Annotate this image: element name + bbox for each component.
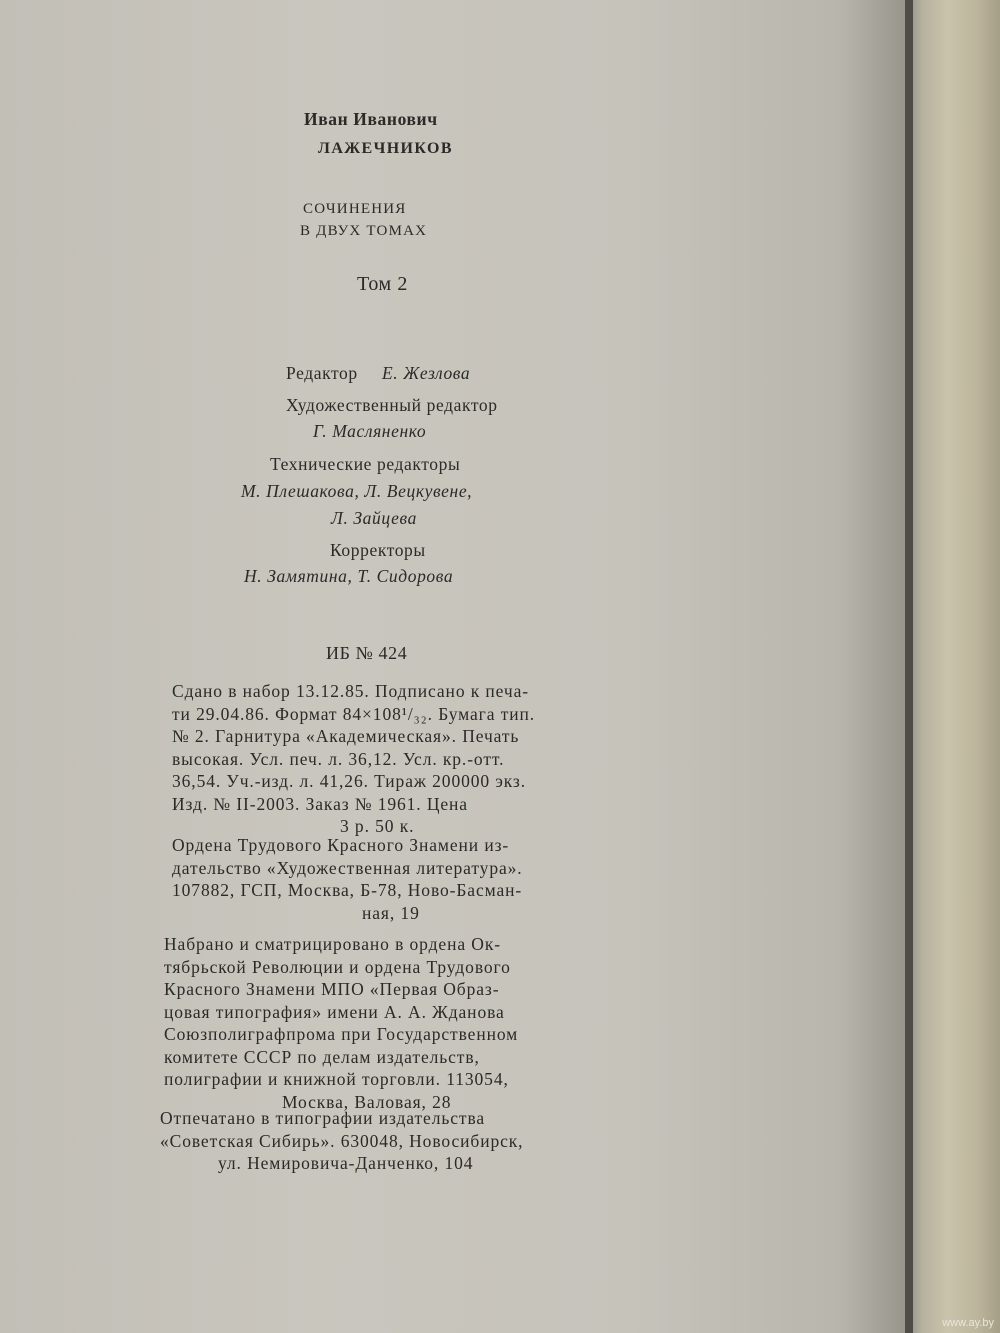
print-info-line: 36,54. Уч.-изд. л. 41,26. Тираж 200000 экз. [172,771,526,791]
editor-name: Е. Жезлова [382,363,471,383]
publisher-block [172,834,523,924]
typesetting-line: тябрьской Революции и ордена Трудового [164,956,511,977]
watermark: www.ay.by [942,1317,994,1329]
ib-number: ИБ № 424 [326,643,408,663]
typesetting-line: полиграфии и книжной торговли. 113054, [164,1069,509,1089]
typesetting-line: Набрано и сматрицировано в ордена Ок- [164,934,501,954]
publisher-line: Ордена Трудового Красного Знамени из- [172,835,510,855]
print-info-line: № 2. Гарнитура «Академическая». Печать [172,726,520,746]
book-page-edge [905,0,1000,1333]
publisher-line: 107882, ГСП, Москва, Б-78, Ново-Басман- [172,880,523,900]
proofreaders-label: Корректоры [330,540,426,560]
typesetting-block [164,933,518,1113]
editor-label: Редактор [286,363,358,383]
tech-editors-names-line2: Л. Зайцева [331,508,417,528]
printing-line: Отпечатано в типографии издательства [160,1108,486,1128]
typesetting-line: Союзполиграфпрома при Государственном [164,1024,519,1044]
printing-block [160,1107,523,1175]
work-title-line1: СОЧИНЕНИЯ [303,201,407,217]
art-editor-label: Художественный редактор [286,395,498,415]
print-info-line: Сдано в набор 13.12.85. Подписано к печа- [172,681,530,701]
author-surname: ЛАЖЕЧНИКОВ [318,140,453,157]
tech-editors-names-line1: М. Плешакова, Л. Вецкувене, [241,481,473,501]
author-first-names: Иван Иванович [304,109,438,129]
proofreaders-names: Н. Замятина, Т. Сидорова [244,566,454,586]
print-info-line: Изд. № II-2003. Заказ № 1961. Цена [172,793,468,814]
typesetting-line: цовая типография» имени А. А. Жданова [164,1001,505,1022]
typesetting-line: Москва, Валовая, 28 [282,1091,452,1112]
print-info-line: высокая. Усл. печ. л. 36,12. Усл. кр.-отт. [172,748,505,769]
work-title-line2: В ДВУХ ТОМАХ [300,223,428,239]
print-info-line: 3 р. 50 к. [340,816,415,836]
printing-line: ул. Немировича-Данченко, 104 [218,1153,474,1173]
typesetting-line: комитете СССР по делам издательств, [164,1046,480,1067]
print-info-line: ти 29.04.86. Формат 84×108¹/₃₂. Бумага тип. [172,703,536,724]
print-info-block [172,680,535,838]
publisher-line: ная, 19 [362,902,420,923]
typesetting-line: Красного Знамени МПО «Первая Образ- [164,979,500,999]
art-editor-name: Г. Масляненко [313,421,427,441]
tech-editors-label: Технические редакторы [270,454,461,474]
volume-number: Том 2 [357,273,408,295]
printing-line: «Советская Сибирь». 630048, Новосибирск, [160,1130,524,1151]
publisher-line: дательство «Художественная литература». [172,857,523,878]
